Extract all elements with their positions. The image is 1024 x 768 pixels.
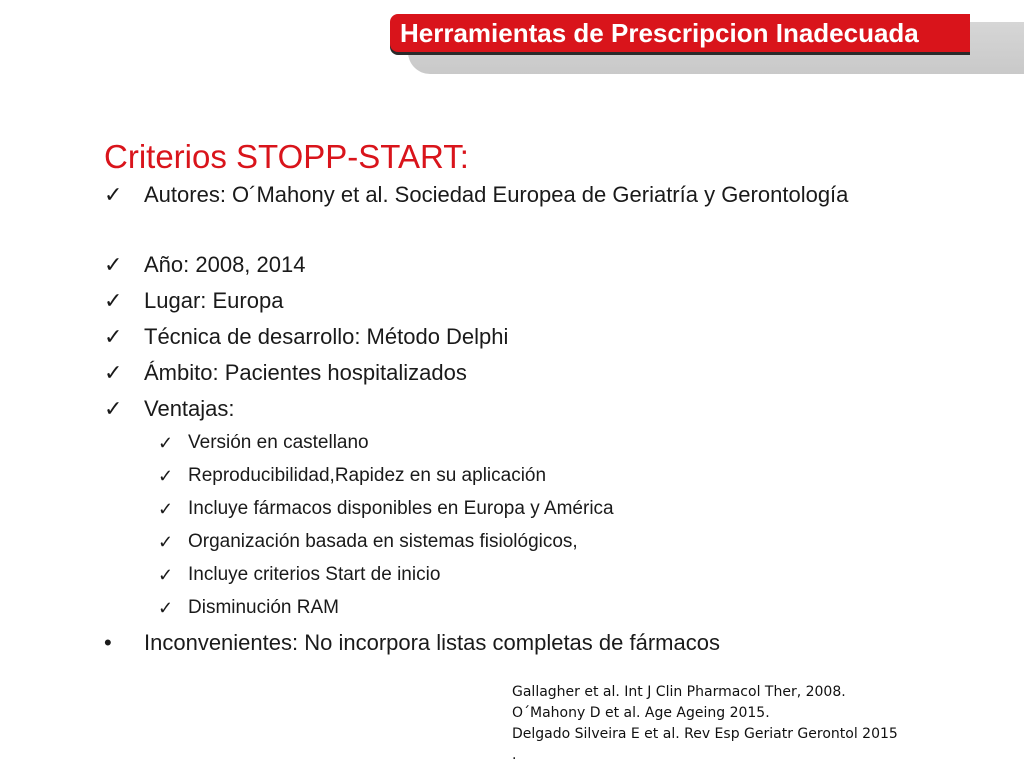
checkmark-icon: ✓ <box>158 532 174 552</box>
sub-list-item-text: Reproducibilidad,Rapidez en su aplicación <box>188 465 547 486</box>
checkmark-icon: ✓ <box>104 182 123 207</box>
list-item-text: Técnica de desarrollo: Método Delphi <box>144 324 509 349</box>
checkmark-icon: ✓ <box>158 433 174 453</box>
list-item-text: Año: 2008, 2014 <box>144 252 306 277</box>
checkmark-icon: ✓ <box>158 466 174 486</box>
checkmark-icon: ✓ <box>158 499 174 519</box>
list-item-text: Inconvenientes: No incorpora listas completas de fármacos <box>144 630 720 655</box>
sub-list-item-text: Disminución RAM <box>188 597 339 618</box>
references-block <box>512 682 912 766</box>
checkmark-icon: ✓ <box>104 288 123 313</box>
sub-list-item-text: Versión en castellano <box>188 432 369 453</box>
reference-line: Delgado Silveira E et al. Rev Esp Geriatr Gerontol 2015 <box>512 726 898 742</box>
list-item-text: Ámbito: Pacientes hospitalizados <box>144 360 467 385</box>
reference-line: . <box>512 747 517 763</box>
checkmark-icon: ✓ <box>104 324 123 349</box>
reference-line: Gallagher et al. Int J Clin Pharmacol Ther, 2008. <box>512 684 846 700</box>
sub-list-item-text: Organización basada en sistemas fisiológicos, <box>188 531 578 552</box>
list-item-text: Autores: O´Mahony et al. Sociedad Europea de Geriatría y Gerontología <box>144 182 849 207</box>
checkmark-icon: ✓ <box>104 396 123 421</box>
checkmark-icon: ✓ <box>104 360 123 385</box>
sub-list-item-text: Incluye criterios Start de inicio <box>188 564 441 585</box>
reference-line: O´Mahony D et al. Age Ageing 2015. <box>512 705 770 721</box>
sub-list-item-text: Incluye fármacos disponibles en Europa y América <box>188 498 614 519</box>
list-item-text: Lugar: Europa <box>144 288 284 313</box>
checkmark-icon: ✓ <box>158 598 174 618</box>
header-banner <box>390 14 970 52</box>
list-item-text: Ventajas: <box>144 396 235 421</box>
slide-title: Herramientas de Prescripcion Inadecuada <box>400 18 919 48</box>
checkmark-icon: ✓ <box>104 252 123 277</box>
bullet-icon: • <box>104 630 112 655</box>
checkmark-icon: ✓ <box>158 565 174 585</box>
section-heading: Criterios STOPP-START: <box>104 138 469 175</box>
